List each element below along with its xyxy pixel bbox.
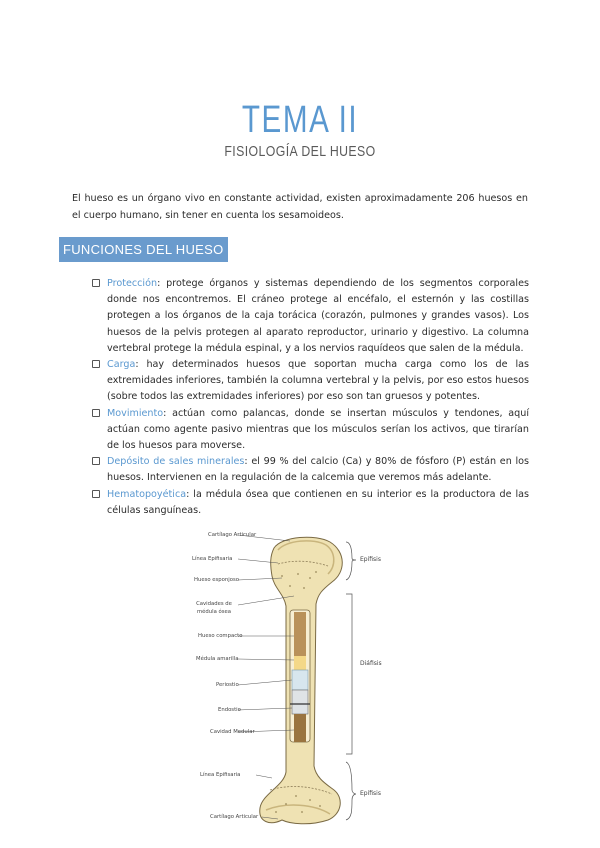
page-title: TEMA II: [241, 99, 359, 142]
list-item: [91, 276, 529, 357]
list-item: [91, 357, 529, 406]
diagram-label: Periostio: [216, 682, 239, 688]
diagram-label: Cavidad Medular: [210, 729, 255, 735]
diagram-label: Médula amarilla: [196, 656, 239, 662]
function-text: : actúan como palancas, donde se insertan músculos y tendones, aquí actúan como agente pasivo mientras que los músculos serían los activos, que tirarían de los huesos para moverse.: [107, 407, 529, 452]
diagram-label: Cartílago Articular: [208, 532, 257, 538]
checkbox-icon[interactable]: [92, 279, 100, 287]
diagram-label: Diáfisis: [360, 660, 382, 667]
checkbox-icon[interactable]: [92, 457, 100, 465]
checkbox-icon[interactable]: [92, 490, 100, 498]
diagram-label: Hueso compacto: [198, 633, 243, 639]
function-text: : hay determinados huesos que soportan mucha carga como los de las extremidades inferiores, también la columna vertebral y la pelvis, por eso estos huesos (sobre todos las extremidades inferiores) por eso son tan gruesos y potentes.: [107, 359, 529, 403]
diagram-label: Línea Epifisaria: [200, 772, 241, 778]
diagram-label: Endostio: [218, 707, 241, 713]
function-text: : el 99 % del calcio (Ca) y 80% de fósforo (P) están en los huesos. Intervienen en la regulación de la calcemia que veremos más adelante.: [107, 456, 529, 484]
page-subtitle: FISIOLOGÍA DEL HUESO: [224, 143, 376, 160]
list-item: [91, 487, 529, 519]
checkbox-icon[interactable]: [92, 409, 100, 417]
diagram-label: Cartílago Articular: [210, 814, 259, 820]
function-term: Movimiento: [107, 407, 164, 419]
bone-diagram: [186, 528, 386, 828]
list-item: [91, 454, 529, 486]
functions-list: [91, 276, 529, 519]
function-term: Hematopoyética: [107, 488, 187, 500]
function-term: Protección: [107, 278, 158, 289]
function-text: : protege órganos y sistemas dependiendo de los segmentos corporales donde nos encontremos. El cráneo protege al encéfalo, el esternón y las costillas protegen a los órganos de la caja torácica (corazón, pulmones y grandes vasos). Los huesos de la pelvis protegen al aparato reproductor, urinario y digestivo. La columna vertebral protege la médula espinal, y a los nervios raquídeos que salen de la médula.: [107, 278, 529, 354]
diagram-label: Cavidades de médula ósea: [196, 601, 232, 615]
diagram-label: Hueso esponjoso: [194, 577, 239, 583]
femur-illustration: [186, 528, 386, 828]
list-item: [91, 406, 529, 455]
checkbox-icon[interactable]: [92, 360, 100, 368]
diagram-label: Epífisis: [360, 790, 381, 797]
intro-paragraph: El hueso es un órgano vivo en constante actividad, existen aproximadamente 206 huesos en el cuerpo humano, sin tener en cuenta los sesamoideos.: [72, 193, 528, 221]
section-heading: FUNCIONES DEL HUESO: [59, 237, 228, 262]
function-term: Carga: [107, 359, 136, 371]
function-text: : la médula ósea que contienen en su interior es la productora de las células sanguíneas.: [107, 488, 529, 516]
function-term: Depósito de sales minerales: [107, 456, 245, 468]
diagram-label: Epífisis: [360, 556, 381, 563]
diagram-label: Línea Epifisaria: [192, 556, 233, 562]
